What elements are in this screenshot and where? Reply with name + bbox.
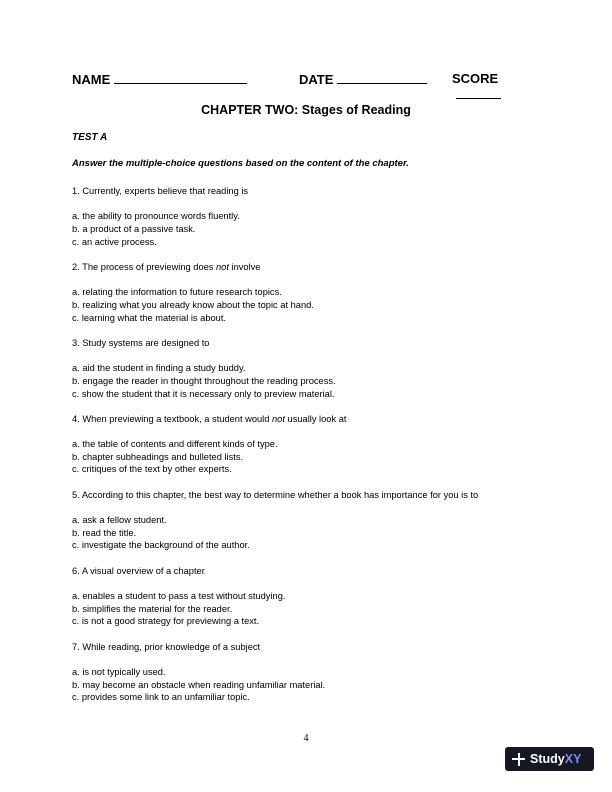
answer-option[interactable]: b. realizing what you already know about the topic at hand. — [72, 299, 314, 310]
stem-text: 4. When previewing a textbook, a student would — [72, 413, 273, 424]
question-stem: 3. Study systems are designed to — [72, 337, 210, 348]
answer-option[interactable]: a. is not typically used. — [72, 667, 166, 678]
page-number: 4 — [303, 733, 309, 744]
answer-option[interactable]: a. relating the information to future research topics. — [72, 287, 282, 298]
brand-accent: XY — [564, 752, 582, 766]
answer-option[interactable]: c. learning what the material is about. — [72, 312, 226, 323]
score-field — [452, 71, 547, 102]
date-field — [299, 71, 427, 87]
brand-logo-text — [530, 752, 581, 766]
question-4 — [72, 413, 542, 476]
answer-option[interactable]: a. aid the student in finding a study buddy. — [72, 363, 246, 374]
answer-option[interactable]: c. critiques of the text by other experts. — [72, 464, 232, 475]
question-stem: 1. Currently, experts believe that reading is — [72, 186, 249, 196]
name-field — [72, 71, 247, 87]
question-stem: 7. While reading, prior knowledge of a subject — [72, 641, 261, 652]
answer-option[interactable]: c. an active process. — [72, 236, 157, 247]
question-1 — [72, 185, 542, 248]
date-blank[interactable] — [337, 71, 427, 84]
answer-option[interactable]: a. enables a student to pass a test without studying. — [72, 591, 286, 602]
stem-emphasis: not — [272, 413, 285, 424]
answer-option[interactable]: b. read the title. — [72, 527, 137, 538]
answer-option[interactable]: c. investigate the background of the author. — [72, 540, 250, 551]
answer-option[interactable]: c. is not a good strategy for previewing a text. — [72, 616, 260, 627]
stem-text: 2. The process of previewing does — [72, 261, 217, 272]
name-label: NAME — [72, 72, 111, 87]
stem-text: usually look at — [284, 413, 347, 424]
question-5 — [72, 489, 542, 552]
question-list — [72, 185, 542, 717]
brand-main: Study — [530, 752, 565, 766]
answer-option[interactable]: b. may become an obstacle when reading unfamiliar material. — [72, 679, 326, 690]
question-stem: 5. According to this chapter, the best way to determine whether a book has importance for you is to — [72, 489, 479, 500]
stem-text: involve — [228, 261, 261, 272]
question-7 — [72, 641, 542, 704]
answer-option[interactable]: a. the table of contents and different kinds of type. — [72, 439, 278, 450]
name-blank[interactable] — [114, 71, 247, 84]
date-label: DATE — [299, 72, 334, 87]
score-label: SCORE — [452, 71, 499, 86]
answer-option[interactable]: a. ask a fellow student. — [72, 515, 167, 526]
instructions: Answer the multiple-choice questions based on the content of the chapter. — [72, 158, 409, 169]
question-stem — [72, 413, 542, 426]
answer-option[interactable]: b. simplifies the material for the reader. — [72, 603, 233, 614]
answer-option[interactable]: b. chapter subheadings and bulleted lists. — [72, 451, 244, 462]
question-3 — [72, 337, 542, 400]
question-2 — [72, 261, 542, 324]
answer-option[interactable]: b. a product of a passive task. — [72, 223, 196, 234]
chapter-title: CHAPTER TWO: Stages of Reading — [201, 103, 411, 117]
test-label: TEST A — [72, 132, 108, 143]
stem-emphasis: not — [216, 261, 229, 272]
question-6 — [72, 565, 542, 628]
studyxy-badge[interactable] — [505, 747, 594, 771]
score-blank[interactable] — [456, 86, 501, 99]
answer-option[interactable]: c. show the student that it is necessary only to preview material. — [72, 388, 335, 399]
answer-option[interactable]: c. provides some link to an unfamiliar topic. — [72, 692, 250, 703]
question-stem — [72, 261, 542, 274]
answer-option[interactable]: a. the ability to pronounce words fluently. — [72, 211, 240, 222]
answer-sheet-header — [72, 71, 547, 89]
plus-icon — [512, 753, 525, 766]
question-stem: 6. A visual overview of a chapter — [72, 565, 205, 576]
answer-option[interactable]: b. engage the reader in thought throughout the reading process. — [72, 375, 336, 386]
